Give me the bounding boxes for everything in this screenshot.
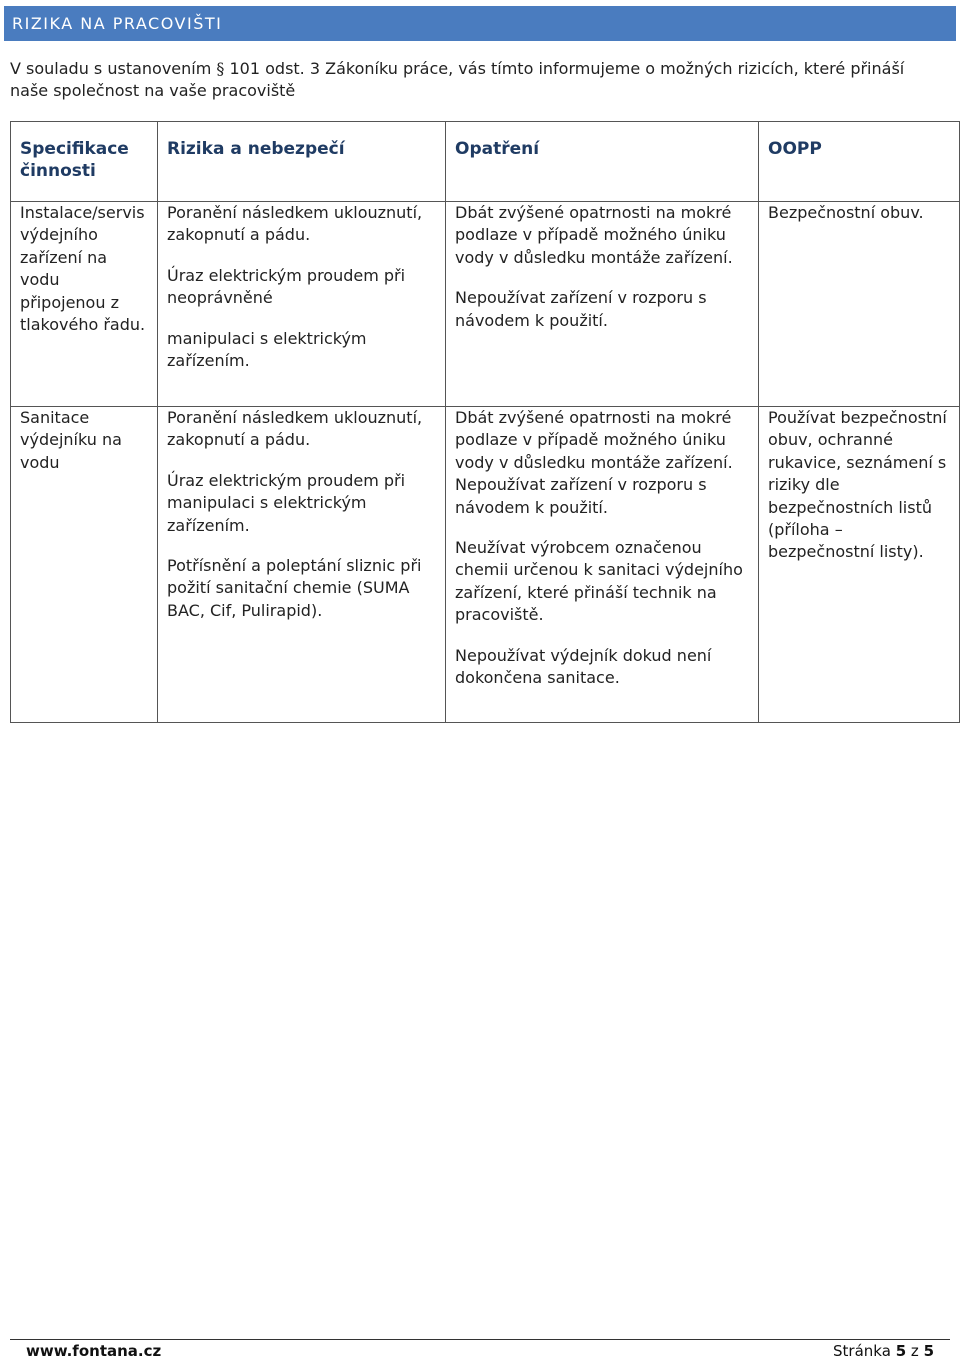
- page-of: z: [910, 1342, 919, 1360]
- intro-text-part1: V souladu s ustanovením: [10, 59, 217, 78]
- activity-cell: Instalace/servis výdejního zařízení na vodu připojenou z tlakového řadu.: [11, 202, 158, 407]
- footer-divider: [10, 1339, 950, 1340]
- measures-cell: [446, 407, 759, 723]
- intro-paragraph: [10, 58, 940, 102]
- measure-item: Neužívat výrobcem označenou chemii určenou k sanitaci výdejního zařízení, které přináší technik na pracoviště.: [455, 538, 743, 625]
- header-measures: Opatření: [446, 122, 759, 202]
- measure-item: Nepoužívat výdejník dokud není dokončena sanitace.: [455, 645, 712, 688]
- footer-website-link[interactable]: www.fontana.cz: [26, 1342, 162, 1360]
- measure-item: Dbát zvýšené opatrnosti na mokré podlaze v případě možného úniku vody v důsledku montáže zařízení.: [455, 203, 733, 267]
- ppe-cell: Bezpečnostní obuv.: [759, 202, 960, 407]
- risk-item: Potřísnění a poleptání sliznic při požití sanitační chemie (SUMA BAC, Cif, Pulirapid).: [167, 556, 422, 620]
- risk-item: manipulaci s elektrickým zařízením.: [167, 328, 367, 371]
- header-activity: Specifikace činnosti: [11, 122, 158, 202]
- risk-item: Poranění následkem uklouznutí, zakopnutí a pádu.: [167, 408, 423, 450]
- risk-item: Úraz elektrickým proudem při neoprávněné: [167, 265, 406, 308]
- header-risks: Rizika a nebezpečí: [158, 122, 446, 202]
- measure-item: Nepoužívat zařízení v rozporu s návodem k použití.: [455, 475, 707, 517]
- paragraph-sign: §: [216, 59, 225, 78]
- page-title: RIZIKA NA PRACOVIŠTI: [4, 6, 956, 41]
- activity-cell: Sanitace výdejníku na vodu: [11, 407, 158, 723]
- table-row: [11, 202, 960, 407]
- risk-item: Úraz elektrickým proudem při manipulaci s elektrickým zařízením.: [167, 470, 406, 535]
- measures-cell: [446, 202, 759, 407]
- risks-cell: [158, 202, 446, 407]
- risk-item: Poranění následkem uklouznutí, zakopnutí a pádu.: [167, 203, 423, 245]
- page-word: Stránka: [833, 1342, 891, 1360]
- page-current: 5: [895, 1342, 907, 1360]
- risks-cell: [158, 407, 446, 723]
- risk-table: [10, 121, 960, 723]
- table-header-row: [11, 122, 960, 202]
- intro-text-part2: 101 odst. 3 Zákoníku práce, vás tímto informujeme o možných rizicích, které přináší naše společnost na vaše pracoviště: [10, 59, 905, 100]
- page-number: [833, 1342, 934, 1360]
- table-row: [11, 407, 960, 723]
- page-total: 5: [923, 1342, 934, 1360]
- ppe-cell: Používat bezpečnostní obuv, ochranné rukavice, seznámení s riziky dle bezpečnostních listů (příloha – bezpečnostní listy).: [759, 407, 960, 723]
- measure-item: Nepoužívat zařízení v rozporu s návodem k použití.: [455, 288, 707, 330]
- header-ppe: OOPP: [759, 122, 960, 202]
- measure-item: Dbát zvýšené opatrnosti na mokré podlaze v případě možného úniku vody v důsledku montáže zařízení.: [455, 408, 733, 472]
